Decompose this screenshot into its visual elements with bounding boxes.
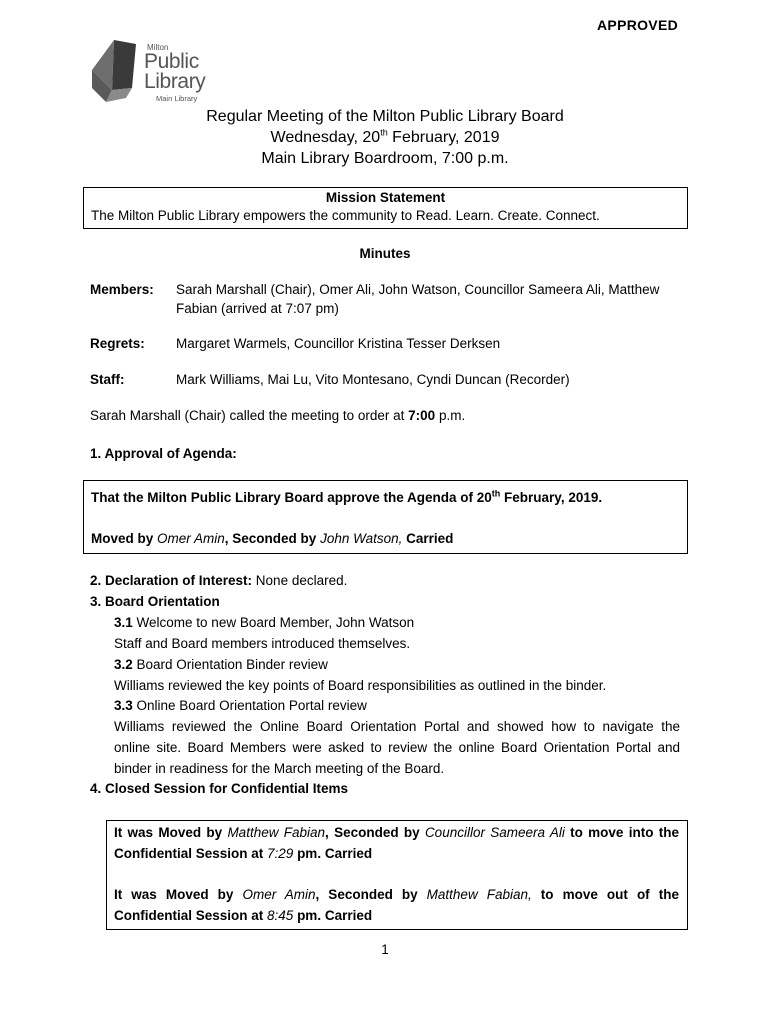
m2-carried: pm. Carried — [293, 908, 373, 923]
meeting-date-month: February, 2019 — [387, 129, 500, 146]
call-to-order — [90, 408, 465, 423]
meeting-date — [0, 127, 770, 148]
meeting-title: Regular Meeting of the Milton Public Library Board — [206, 108, 564, 125]
minutes-title: Minutes — [359, 246, 411, 261]
regrets-label: Regrets: — [90, 336, 145, 351]
call-to-order-time: 7:00 — [408, 408, 436, 423]
item3-3-text: Online Board Orientation Portal review — [132, 698, 367, 713]
closed-motion2-line1 — [114, 887, 679, 902]
agenda-motion-date: February, 2019. — [500, 490, 603, 505]
logo-library-text: Library — [144, 70, 206, 93]
m1-carried: pm. Carried — [293, 846, 373, 861]
agenda-motion — [91, 490, 602, 505]
item3-3-number: 3.3 — [114, 698, 133, 713]
m2-seconder: Matthew Fabian, — [426, 887, 532, 902]
agenda-motion-suffix: th — [491, 488, 501, 499]
item3-3-line2-text: online site. Board Members were asked to review the online Board Orientation Portal and — [114, 740, 680, 755]
item3-3-line1-text: Williams reviewed the Online Board Orientation Portal and showed how to navigate the — [114, 719, 680, 734]
staff-label: Staff: — [90, 372, 125, 387]
carried-label: Carried — [402, 531, 454, 546]
library-book-icon — [92, 40, 148, 102]
m1-session-label: Confidential Session at — [114, 846, 268, 861]
seconded-name: John Watson, — [320, 531, 403, 546]
logo-subtitle: Main Library — [156, 94, 198, 103]
mission-statement-box — [83, 187, 688, 229]
closed-motion1-line1 — [114, 825, 679, 840]
moved-label: Moved by — [91, 531, 158, 546]
mission-title: Mission Statement — [325, 190, 446, 205]
logo-small-text: Milton — [147, 43, 169, 52]
m1-time: 7:29 — [267, 846, 294, 861]
agenda-moved-line — [91, 531, 453, 546]
item2-text: None declared. — [252, 573, 348, 588]
approved-stamp: APPROVED — [597, 17, 678, 33]
closed-motion2-line2 — [114, 908, 372, 923]
call-to-order-text: Sarah Marshall (Chair) called the meeting to order at — [90, 408, 409, 423]
item3-3-body-line1 — [114, 719, 680, 734]
m2-moved-label: It was Moved by — [114, 887, 243, 902]
item3-3-title — [114, 698, 367, 713]
members-line1: Sarah Marshall (Chair), Omer Ali, John Watson, Councillor Sameera Ali, Matthew — [176, 282, 660, 297]
logo-public-text: Public — [144, 50, 199, 73]
m1-moved-label: It was Moved by — [114, 825, 228, 840]
m2-mover: Omer Amin — [242, 887, 316, 902]
m2-time: 8:45 — [267, 908, 294, 923]
closed-session-box — [106, 820, 688, 930]
regrets-text: Margaret Warmels, Councillor Kristina Tesser Derksen — [176, 336, 501, 351]
item3-2-title — [114, 657, 328, 672]
item3-2-text: Board Orientation Binder review — [132, 657, 328, 672]
m2-action: to move out of the — [531, 887, 679, 902]
m2-seconded-label: , Seconded by — [315, 887, 427, 902]
staff-text: Mark Williams, Mai Lu, Vito Montesano, Cyndi Duncan (Recorder) — [176, 372, 570, 387]
item3-heading: 3. Board Orientation — [90, 594, 220, 609]
item3-1-text: Welcome to new Board Member, John Watson — [132, 615, 415, 630]
item3-2-number: 3.2 — [114, 657, 133, 672]
item4-heading: 4. Closed Session for Confidential Items — [90, 781, 349, 796]
m1-seconded-label: , Seconded by — [325, 825, 425, 840]
members-line2: Fabian (arrived at 7:07 pm) — [176, 301, 339, 316]
m2-session-label: Confidential Session at — [114, 908, 268, 923]
item3-2-body: Williams reviewed the key points of Board responsibilities as outlined in the binder. — [114, 678, 607, 693]
item3-3-body-line2 — [114, 740, 680, 755]
meeting-date-main: Wednesday, 20 — [270, 129, 381, 146]
item3-1-number: 3.1 — [114, 615, 133, 630]
item3-1-title — [114, 615, 414, 630]
agenda-motion-text: That the Milton Public Library Board approve the Agenda of 20 — [91, 490, 492, 505]
item1-heading: 1. Approval of Agenda: — [90, 446, 237, 461]
item3-3-body-line3: binder in readiness for the March meeting of the Board. — [114, 761, 445, 776]
m1-action: to move into the — [564, 825, 679, 840]
item2-heading: 2. Declaration of Interest: — [90, 573, 253, 588]
library-logo — [92, 40, 232, 104]
meeting-date-suffix: th — [380, 127, 388, 138]
moved-name: Omer Amin — [157, 531, 225, 546]
agenda-motion-box — [83, 480, 688, 554]
m1-mover: Matthew Fabian — [227, 825, 326, 840]
meeting-location: Main Library Boardroom, 7:00 p.m. — [261, 150, 509, 167]
call-to-order-suffix: p.m. — [435, 408, 466, 423]
mission-text: The Milton Public Library empowers the community to Read. Learn. Create. Connect. — [91, 208, 600, 223]
m1-seconder: Councillor Sameera Ali — [424, 825, 565, 840]
item3-1-body: Staff and Board members introduced themselves. — [114, 636, 411, 651]
members-label: Members: — [90, 282, 154, 297]
page-number: 1 — [381, 942, 389, 957]
seconded-label: , Seconded by — [224, 531, 321, 546]
item2 — [90, 573, 347, 588]
closed-motion1-line2 — [114, 846, 372, 861]
